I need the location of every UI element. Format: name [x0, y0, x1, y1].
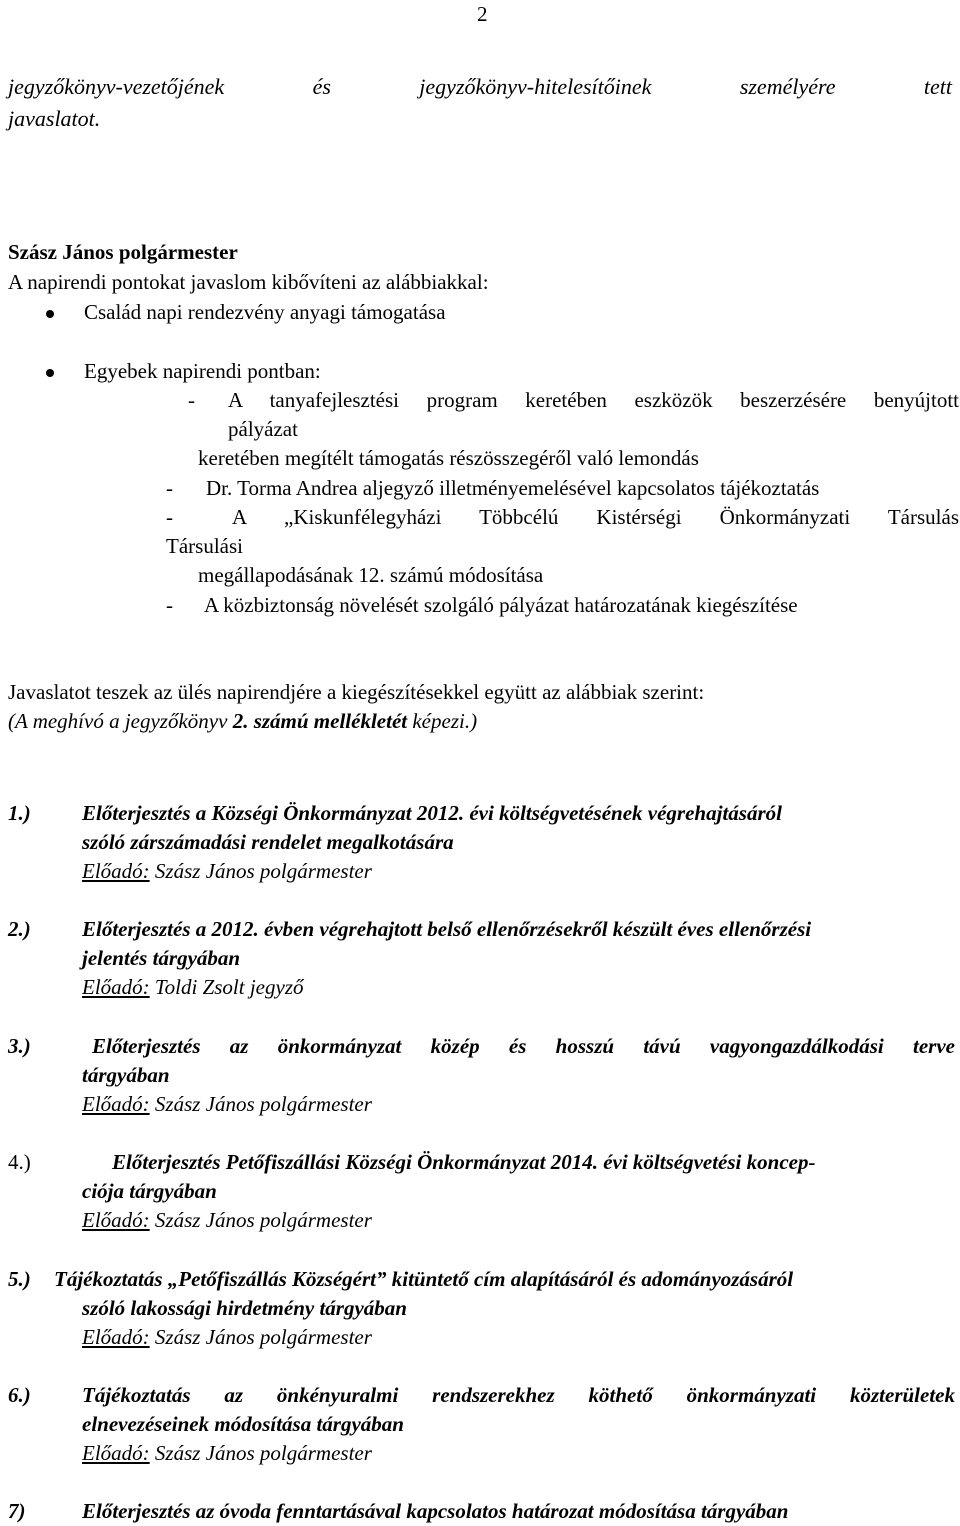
agenda-number: 1.)	[8, 801, 31, 825]
proposal-line: Javaslatot teszek az ülés napirendjére a kiegészítésekkel együtt az alábbiak szerint:	[8, 680, 705, 704]
presenter-label: Előadó:	[82, 1441, 150, 1465]
dash-marker: -	[166, 593, 173, 617]
speaker-statement: A napirendi pontokat javaslom kibővíteni az alábbiakkal:	[8, 270, 489, 294]
proposal-note-end: képezi.)	[407, 709, 478, 733]
presenter-name: Szász János polgármester	[149, 1092, 372, 1116]
agenda-number: 2.)	[8, 917, 31, 941]
dash-marker: -	[166, 476, 173, 500]
dash-marker: -	[166, 505, 173, 529]
dash-item-line: megállapodásának 12. számú módosítása	[198, 563, 544, 587]
agenda-title-line: tárgyában	[82, 1063, 170, 1087]
speaker-name: Szász János polgármester	[8, 240, 238, 264]
agenda-number: 3.)	[8, 1034, 31, 1058]
agenda-title-line: Előterjesztés a Községi Önkormányzat 2012. évi költségvetésének végrehajtásáról	[82, 801, 782, 825]
agenda-number: 6.)	[8, 1383, 31, 1407]
dash-marker: -	[188, 388, 195, 412]
presenter-label: Előadó:	[82, 1208, 150, 1232]
agenda-title-line: Előterjesztés az óvoda fenntartásával kapcsolatos határozat módosítása tárgyában	[82, 1499, 789, 1523]
agenda-title-line: szóló lakossági hirdetmény tárgyában	[82, 1296, 407, 1320]
agenda-title-line: Tájékoztatás az önkényuralmi rendszerekhez köthető önkormányzati közterületek	[82, 1383, 955, 1407]
dash-item-line: keretében megítélt támogatás részösszegéről való lemondás	[198, 446, 699, 470]
dash-item-line: Társulási	[166, 534, 243, 558]
bullet-item: Család napi rendezvény anyagi támogatása	[84, 300, 446, 324]
presenter-label: Előadó:	[82, 1325, 150, 1349]
presenter-name: Szász János polgármester	[149, 1441, 372, 1465]
presenter-label: Előadó:	[82, 1092, 150, 1116]
agenda-presenter	[82, 1439, 372, 1468]
presenter-name: Szász János polgármester	[149, 859, 372, 883]
presenter-name: Szász János polgármester	[149, 1208, 372, 1232]
agenda-number: 5.)	[8, 1267, 31, 1291]
dash-item-line: pályázat	[228, 417, 298, 441]
agenda-title-line: Előterjesztés Petőfiszállási Községi Önkormányzat 2014. évi költségvetési koncep-	[112, 1150, 816, 1174]
agenda-presenter	[82, 1323, 372, 1352]
agenda-presenter	[82, 1206, 372, 1235]
agenda-number: 7)	[8, 1499, 26, 1523]
agenda-title-line: jelentés tárgyában	[82, 946, 241, 970]
dash-item-line: A „Kiskunfélegyházi Többcélú Kistérségi Önkormányzati Társulás	[232, 505, 959, 529]
agenda-title-line: szóló zárszámadási rendelet megalkotására	[82, 830, 454, 854]
bullet-icon	[46, 369, 54, 377]
agenda-title-line: ciója tárgyában	[82, 1179, 217, 1203]
agenda-presenter	[82, 857, 372, 886]
agenda-title-line: Tájékoztatás „Petőfiszállás Községért” kitüntető cím alapításáról és adományozásáról	[54, 1267, 794, 1291]
intro-line-1: jegyzőkönyv-vezetőjének és jegyzőkönyv-hitelesítőinek személyére tett	[8, 74, 952, 99]
proposal-note	[8, 707, 477, 736]
dash-item-line: A közbiztonság növelését szolgáló pályázat határozatának kiegészítése	[204, 593, 798, 617]
agenda-title-line: elnevezéseinek módosítása tárgyában	[82, 1412, 404, 1436]
agenda-presenter	[82, 973, 304, 1002]
intro-line-2: javaslatot.	[8, 106, 101, 131]
presenter-label: Előadó:	[82, 859, 150, 883]
page-number: 2	[477, 2, 488, 26]
agenda-presenter	[82, 1090, 372, 1119]
bullet-icon	[46, 310, 54, 318]
proposal-note-bold: 2. számú mellékletét	[232, 709, 408, 733]
presenter-name: Szász János polgármester	[149, 1325, 372, 1349]
presenter-name: Toldi Zsolt jegyző	[149, 975, 304, 999]
proposal-note-start: (A meghívó a jegyzőkönyv	[8, 709, 233, 733]
dash-item-line: Dr. Torma Andrea aljegyző illetményemelésével kapcsolatos tájékoztatás	[206, 476, 820, 500]
agenda-title-line: Előterjesztés a 2012. évben végrehajtott belső ellenőrzésekről készült éves ellenőrzési	[82, 917, 812, 941]
dash-item-line: A tanyafejlesztési program keretében eszközök beszerzésére benyújtott	[228, 388, 959, 412]
presenter-label: Előadó:	[82, 975, 150, 999]
agenda-number: 4.)	[8, 1150, 31, 1174]
bullet-item: Egyebek napirendi pontban:	[84, 359, 321, 383]
agenda-title-line: Előterjesztés az önkormányzat közép és hosszú távú vagyongazdálkodási terve	[92, 1034, 955, 1058]
